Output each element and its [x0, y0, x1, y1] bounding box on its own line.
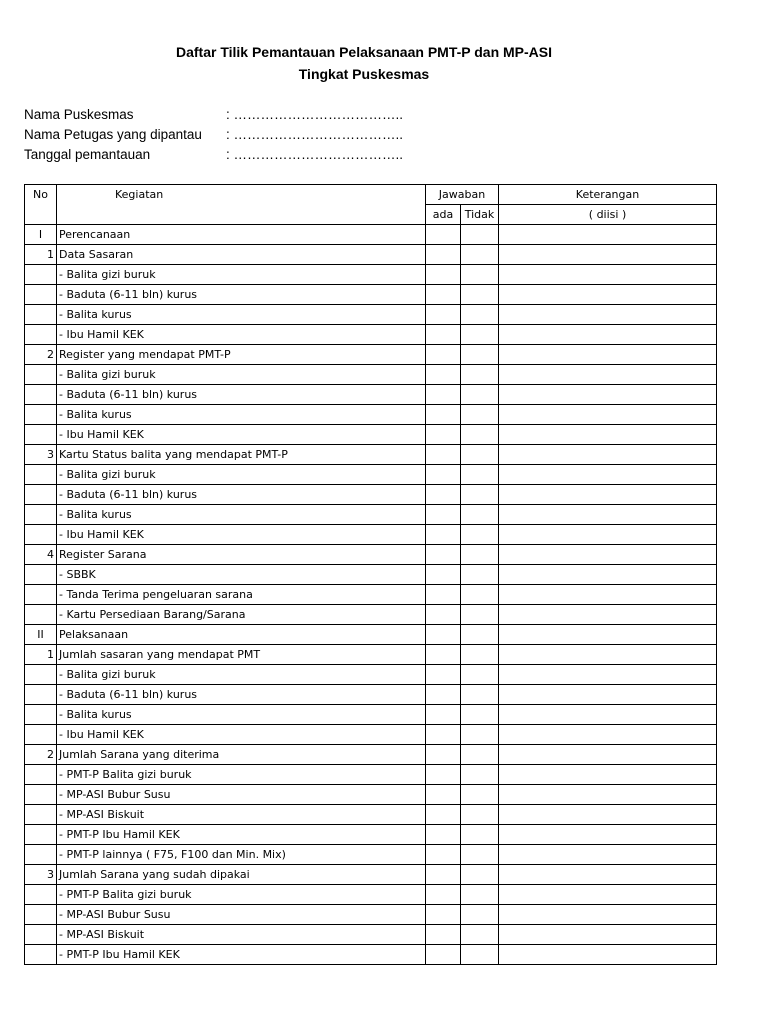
row-number	[25, 945, 57, 965]
answer-ada-cell[interactable]	[426, 485, 461, 505]
form-subtitle: Tingkat Puskesmas	[298, 66, 430, 82]
answer-tidak-cell[interactable]	[461, 365, 499, 385]
keterangan-cell[interactable]	[499, 745, 717, 765]
keterangan-cell[interactable]	[499, 305, 717, 325]
header-ada: ada	[426, 205, 461, 225]
answer-ada-cell[interactable]	[426, 585, 461, 605]
answer-ada-cell[interactable]	[426, 845, 461, 865]
field-label: Nama Puskesmas	[24, 107, 134, 122]
row-activity: - Ibu Hamil KEK	[57, 525, 426, 545]
row-number: 1	[25, 245, 57, 265]
answer-ada-cell[interactable]	[426, 765, 461, 785]
keterangan-cell[interactable]	[499, 245, 717, 265]
row-activity: - Balita kurus	[57, 305, 426, 325]
answer-ada-cell[interactable]	[426, 925, 461, 945]
answer-ada-cell[interactable]	[426, 545, 461, 565]
row-number	[25, 265, 57, 285]
keterangan-cell[interactable]	[499, 845, 717, 865]
row-number	[25, 325, 57, 345]
row-activity: - PMT-P Balita gizi buruk	[57, 765, 426, 785]
keterangan-cell[interactable]	[499, 605, 717, 625]
form-title: Daftar Tilik Pemantauan Pelaksanaan PMT-P dan MP-ASI	[175, 44, 553, 60]
table-row	[25, 405, 717, 425]
keterangan-cell[interactable]	[499, 805, 717, 825]
table-row	[25, 285, 717, 305]
table-row	[25, 705, 717, 725]
answer-tidak-cell[interactable]	[461, 545, 499, 565]
keterangan-cell[interactable]	[499, 445, 717, 465]
row-number	[25, 405, 57, 425]
answer-tidak-cell[interactable]	[461, 225, 499, 245]
row-number	[25, 705, 57, 725]
header-kegiatan: Kegiatan	[57, 185, 426, 225]
answer-ada-cell[interactable]	[426, 905, 461, 925]
answer-ada-cell[interactable]	[426, 505, 461, 525]
row-activity: Data Sasaran	[57, 245, 426, 265]
keterangan-cell[interactable]	[499, 225, 717, 245]
answer-tidak-cell[interactable]	[461, 845, 499, 865]
answer-tidak-cell[interactable]	[461, 705, 499, 725]
keterangan-cell[interactable]	[499, 405, 717, 425]
keterangan-cell[interactable]	[499, 685, 717, 705]
row-number: I	[25, 225, 57, 245]
answer-ada-cell[interactable]	[426, 865, 461, 885]
keterangan-cell[interactable]	[499, 665, 717, 685]
answer-ada-cell[interactable]	[426, 345, 461, 365]
header-keterangan: Keterangan	[499, 185, 717, 205]
row-activity: - Tanda Terima pengeluaran sarana	[57, 585, 426, 605]
answer-tidak-cell[interactable]	[461, 945, 499, 965]
row-number	[25, 285, 57, 305]
answer-tidak-cell[interactable]	[461, 665, 499, 685]
row-activity: - MP-ASI Biskuit	[57, 925, 426, 945]
table-row	[25, 325, 717, 345]
row-number: II	[25, 625, 57, 645]
answer-ada-cell[interactable]	[426, 725, 461, 745]
table-row	[25, 645, 717, 665]
row-activity: - Ibu Hamil KEK	[57, 725, 426, 745]
table-row	[25, 305, 717, 325]
row-activity: - SBBK	[57, 565, 426, 585]
answer-ada-cell[interactable]	[426, 685, 461, 705]
field-label: Tanggal pemantauan	[24, 147, 151, 162]
keterangan-cell[interactable]	[499, 365, 717, 385]
keterangan-cell[interactable]	[499, 725, 717, 745]
answer-tidak-cell[interactable]	[461, 425, 499, 445]
row-number	[25, 725, 57, 745]
keterangan-cell[interactable]	[499, 885, 717, 905]
row-number	[25, 905, 57, 925]
answer-tidak-cell[interactable]	[461, 605, 499, 625]
answer-ada-cell[interactable]	[426, 805, 461, 825]
answer-tidak-cell[interactable]	[461, 725, 499, 745]
answer-tidak-cell[interactable]	[461, 805, 499, 825]
answer-ada-cell[interactable]	[426, 225, 461, 245]
row-number	[25, 505, 57, 525]
keterangan-cell[interactable]	[499, 345, 717, 365]
table-row	[25, 905, 717, 925]
table-row	[25, 365, 717, 385]
table-row	[25, 265, 717, 285]
row-activity: Jumlah Sarana yang sudah dipakai	[57, 865, 426, 885]
keterangan-cell[interactable]	[499, 425, 717, 445]
answer-tidak-cell[interactable]	[461, 885, 499, 905]
table-row	[25, 725, 717, 745]
row-number	[25, 465, 57, 485]
row-number	[25, 685, 57, 705]
row-activity: - MP-ASI Biskuit	[57, 805, 426, 825]
answer-tidak-cell[interactable]	[461, 825, 499, 845]
table-row	[25, 785, 717, 805]
header-no: No	[25, 185, 57, 225]
table-row	[25, 425, 717, 445]
table-row	[25, 525, 717, 545]
header-jawaban: Jawaban	[426, 185, 499, 205]
row-activity: - Baduta (6-11 bln) kurus	[57, 485, 426, 505]
row-activity: - Baduta (6-11 bln) kurus	[57, 685, 426, 705]
table-row	[25, 685, 717, 705]
answer-tidak-cell[interactable]	[461, 445, 499, 465]
answer-tidak-cell[interactable]	[461, 265, 499, 285]
answer-tidak-cell[interactable]	[461, 305, 499, 325]
table-row	[25, 925, 717, 945]
keterangan-cell[interactable]	[499, 865, 717, 885]
answer-tidak-cell[interactable]	[461, 925, 499, 945]
table-row	[25, 885, 717, 905]
answer-ada-cell[interactable]	[426, 945, 461, 965]
table-row	[25, 605, 717, 625]
row-activity: - Balita kurus	[57, 505, 426, 525]
answer-ada-cell[interactable]	[426, 305, 461, 325]
answer-ada-cell[interactable]	[426, 645, 461, 665]
keterangan-cell[interactable]	[499, 325, 717, 345]
answer-tidak-cell[interactable]	[461, 465, 499, 485]
table-row	[25, 805, 717, 825]
row-number: 3	[25, 445, 57, 465]
row-activity: - Balita kurus	[57, 705, 426, 725]
table-row	[25, 345, 717, 365]
row-activity: - MP-ASI Bubur Susu	[57, 785, 426, 805]
answer-tidak-cell[interactable]	[461, 865, 499, 885]
header-tidak: Tidak	[461, 205, 499, 225]
keterangan-cell[interactable]	[499, 285, 717, 305]
keterangan-cell[interactable]	[499, 465, 717, 485]
keterangan-cell[interactable]	[499, 645, 717, 665]
row-number	[25, 765, 57, 785]
table-row	[25, 545, 717, 565]
keterangan-cell[interactable]	[499, 505, 717, 525]
table-row	[25, 765, 717, 785]
row-number	[25, 565, 57, 585]
field-nama-petugas	[24, 127, 403, 142]
row-activity: Register Sarana	[57, 545, 426, 565]
answer-tidak-cell[interactable]	[461, 385, 499, 405]
row-activity: - Ibu Hamil KEK	[57, 325, 426, 345]
table-row	[25, 385, 717, 405]
keterangan-cell[interactable]	[499, 545, 717, 565]
table-row	[25, 825, 717, 845]
answer-tidak-cell[interactable]	[461, 525, 499, 545]
keterangan-cell[interactable]	[499, 925, 717, 945]
row-number	[25, 785, 57, 805]
row-activity: - Balita kurus	[57, 405, 426, 425]
checklist-table	[24, 184, 717, 965]
answer-tidak-cell[interactable]	[461, 245, 499, 265]
keterangan-cell[interactable]	[499, 385, 717, 405]
answer-ada-cell[interactable]	[426, 365, 461, 385]
table-row	[25, 945, 717, 965]
table-row	[25, 585, 717, 605]
answer-ada-cell[interactable]	[426, 625, 461, 645]
keterangan-cell[interactable]	[499, 705, 717, 725]
answer-tidak-cell[interactable]	[461, 405, 499, 425]
keterangan-cell[interactable]	[499, 905, 717, 925]
keterangan-cell[interactable]	[499, 525, 717, 545]
row-activity: - PMT-P lainnya ( F75, F100 dan Min. Mix)	[57, 845, 426, 865]
table-row	[25, 485, 717, 505]
row-number	[25, 665, 57, 685]
table-row	[25, 445, 717, 465]
row-activity: - Ibu Hamil KEK	[57, 425, 426, 445]
row-number	[25, 525, 57, 545]
row-number	[25, 825, 57, 845]
answer-ada-cell[interactable]	[426, 265, 461, 285]
row-number	[25, 585, 57, 605]
header-row	[25, 185, 717, 205]
answer-ada-cell[interactable]	[426, 325, 461, 345]
row-number	[25, 485, 57, 505]
row-activity: Jumlah sasaran yang mendapat PMT	[57, 645, 426, 665]
keterangan-cell[interactable]	[499, 585, 717, 605]
table-row	[25, 845, 717, 865]
answer-tidak-cell[interactable]	[461, 745, 499, 765]
table-row	[25, 245, 717, 265]
answer-tidak-cell[interactable]	[461, 785, 499, 805]
keterangan-cell[interactable]	[499, 625, 717, 645]
answer-ada-cell[interactable]	[426, 565, 461, 585]
row-number: 4	[25, 545, 57, 565]
row-activity: - Balita gizi buruk	[57, 665, 426, 685]
table-row	[25, 505, 717, 525]
answer-tidak-cell[interactable]	[461, 645, 499, 665]
answer-ada-cell[interactable]	[426, 605, 461, 625]
answer-ada-cell[interactable]	[426, 825, 461, 845]
answer-tidak-cell[interactable]	[461, 345, 499, 365]
answer-tidak-cell[interactable]	[461, 585, 499, 605]
row-activity: - Kartu Persediaan Barang/Sarana	[57, 605, 426, 625]
answer-tidak-cell[interactable]	[461, 505, 499, 525]
answer-ada-cell[interactable]	[426, 385, 461, 405]
keterangan-cell[interactable]	[499, 785, 717, 805]
answer-ada-cell[interactable]	[426, 785, 461, 805]
row-number	[25, 305, 57, 325]
row-number	[25, 845, 57, 865]
row-activity: - Balita gizi buruk	[57, 265, 426, 285]
keterangan-cell[interactable]	[499, 765, 717, 785]
table-row	[25, 625, 717, 645]
row-activity: - PMT-P Ibu Hamil KEK	[57, 945, 426, 965]
row-activity: - Balita gizi buruk	[57, 365, 426, 385]
row-number: 2	[25, 345, 57, 365]
answer-tidak-cell[interactable]	[461, 325, 499, 345]
answer-ada-cell[interactable]	[426, 285, 461, 305]
answer-tidak-cell[interactable]	[461, 625, 499, 645]
row-activity: - PMT-P Balita gizi buruk	[57, 885, 426, 905]
row-number: 2	[25, 745, 57, 765]
table-row	[25, 745, 717, 765]
row-activity: Jumlah Sarana yang diterima	[57, 745, 426, 765]
row-activity: Perencanaan	[57, 225, 426, 245]
row-activity: - MP-ASI Bubur Susu	[57, 905, 426, 925]
row-activity: - PMT-P Ibu Hamil KEK	[57, 825, 426, 845]
answer-ada-cell[interactable]	[426, 665, 461, 685]
field-label: Nama Petugas yang dipantau	[24, 127, 202, 142]
answer-tidak-cell[interactable]	[461, 285, 499, 305]
answer-tidak-cell[interactable]	[461, 685, 499, 705]
row-number	[25, 605, 57, 625]
answer-tidak-cell[interactable]	[461, 565, 499, 585]
table-row	[25, 225, 717, 245]
field-tanggal	[24, 147, 403, 162]
row-activity: Pelaksanaan	[57, 625, 426, 645]
row-number	[25, 925, 57, 945]
row-activity: - Balita gizi buruk	[57, 465, 426, 485]
row-number: 3	[25, 865, 57, 885]
table-row	[25, 465, 717, 485]
header-diisi: ( diisi )	[499, 205, 717, 225]
row-number	[25, 385, 57, 405]
row-activity: Kartu Status balita yang mendapat PMT-P	[57, 445, 426, 465]
keterangan-cell[interactable]	[499, 945, 717, 965]
answer-tidak-cell[interactable]	[461, 765, 499, 785]
answer-ada-cell[interactable]	[426, 885, 461, 905]
row-number: 1	[25, 645, 57, 665]
field-nama-puskesmas	[24, 107, 403, 122]
row-number	[25, 425, 57, 445]
answer-ada-cell[interactable]	[426, 425, 461, 445]
answer-ada-cell[interactable]	[426, 445, 461, 465]
row-number	[25, 885, 57, 905]
table-row	[25, 565, 717, 585]
row-activity: - Baduta (6-11 bln) kurus	[57, 385, 426, 405]
field-value[interactable]: : ………………………………..	[226, 127, 404, 142]
answer-ada-cell[interactable]	[426, 405, 461, 425]
field-value[interactable]: : ………………………………..	[226, 147, 404, 162]
answer-ada-cell[interactable]	[426, 525, 461, 545]
keterangan-cell[interactable]	[499, 565, 717, 585]
row-activity: - Baduta (6-11 bln) kurus	[57, 285, 426, 305]
row-number	[25, 805, 57, 825]
answer-ada-cell[interactable]	[426, 465, 461, 485]
row-number	[25, 365, 57, 385]
field-value[interactable]: : ………………………………..	[226, 107, 404, 122]
table-row	[25, 865, 717, 885]
keterangan-cell[interactable]	[499, 265, 717, 285]
answer-tidak-cell[interactable]	[461, 905, 499, 925]
answer-ada-cell[interactable]	[426, 745, 461, 765]
answer-ada-cell[interactable]	[426, 245, 461, 265]
keterangan-cell[interactable]	[499, 485, 717, 505]
answer-tidak-cell[interactable]	[461, 485, 499, 505]
row-activity: Register yang mendapat PMT-P	[57, 345, 426, 365]
table-row	[25, 665, 717, 685]
keterangan-cell[interactable]	[499, 825, 717, 845]
answer-ada-cell[interactable]	[426, 705, 461, 725]
